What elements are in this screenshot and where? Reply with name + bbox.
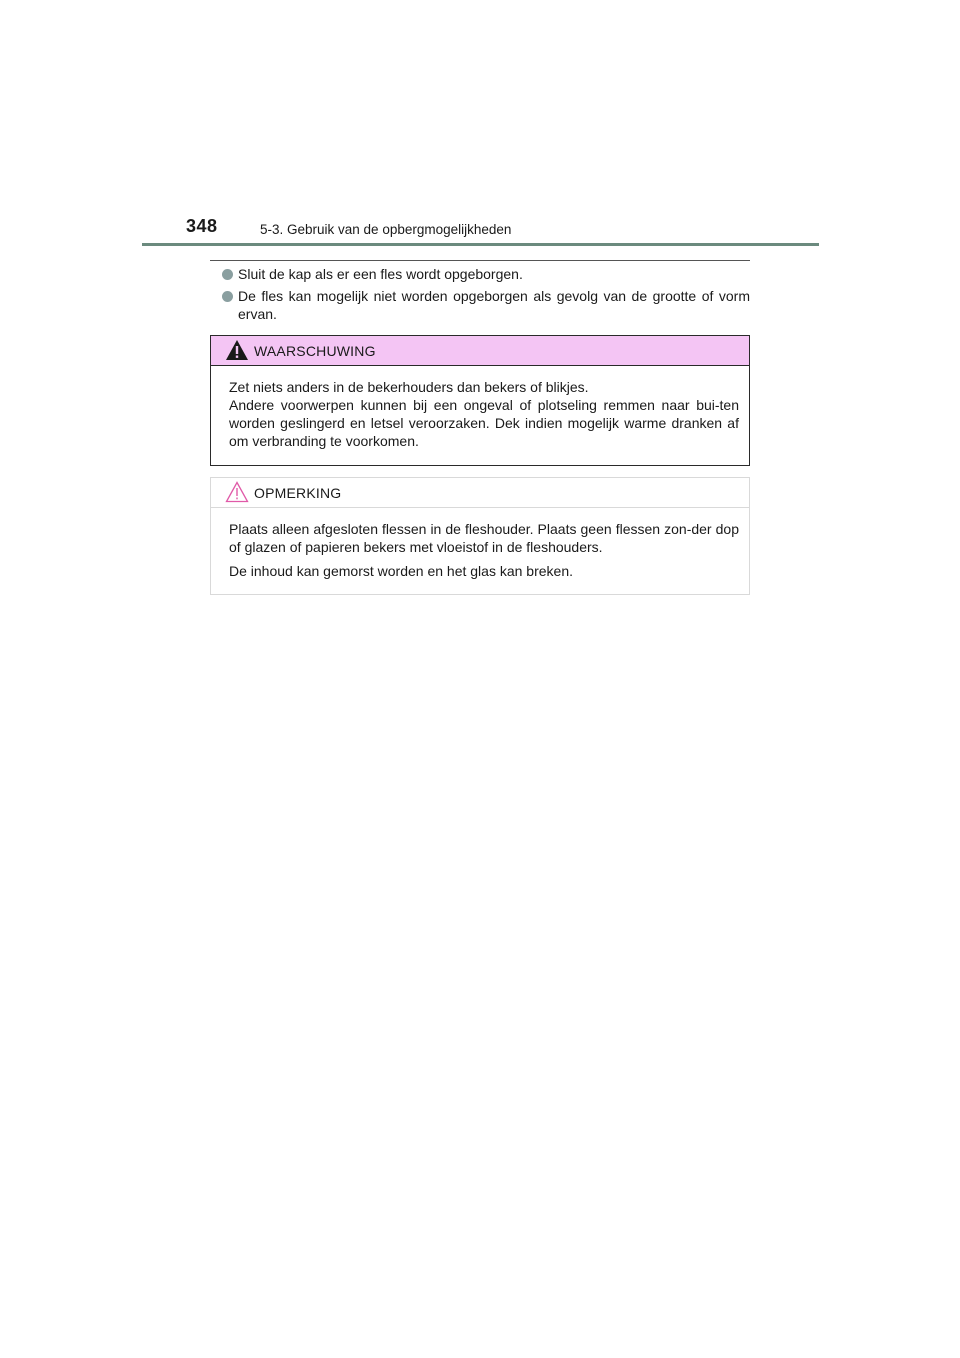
warning-paragraph: Andere voorwerpen kunnen bij een ongeval of plotseling remmen naar bui-ten worden geslingerd en letsel veroorzaken. Dek indien mogelijk warme dranken af om verbranding te voorkomen.	[229, 397, 739, 449]
warning-body	[211, 366, 749, 450]
list-item	[222, 265, 750, 283]
note-body	[211, 508, 749, 580]
warning-header	[211, 336, 749, 366]
bullet-dot-icon	[222, 291, 233, 302]
warning-triangle-icon	[225, 339, 249, 361]
section-title: 5-3. Gebruik van de opbergmogelijkheden	[260, 222, 512, 237]
content-rule	[210, 260, 750, 261]
bullet-list	[222, 265, 750, 327]
note-header	[211, 478, 749, 508]
note-title: OPMERKING	[254, 485, 342, 501]
warning-box	[210, 335, 750, 466]
bullet-dot-icon	[222, 269, 233, 280]
caution-triangle-icon	[225, 481, 249, 503]
page-number: 348	[186, 216, 218, 236]
warning-title: WAARSCHUWING	[254, 343, 376, 359]
bullet-text: De fles kan mogelijk niet worden opgeborgen als gevolg van de grootte of vorm ervan.	[238, 288, 750, 322]
bullet-text: Sluit de kap als er een fles wordt opgeborgen.	[238, 266, 523, 282]
list-item	[222, 287, 750, 323]
header-rule	[142, 243, 819, 246]
note-paragraph: Plaats alleen afgesloten flessen in de fleshouder. Plaats geen flessen zon-der dop of glazen of papieren bekers met vloeistof in de fleshouders.	[229, 521, 739, 555]
warning-paragraph: Zet niets anders in de bekerhouders dan bekers of blikjes.	[229, 379, 589, 395]
note-box	[210, 477, 750, 595]
note-paragraph: De inhoud kan gemorst worden en het glas kan breken.	[229, 563, 573, 579]
